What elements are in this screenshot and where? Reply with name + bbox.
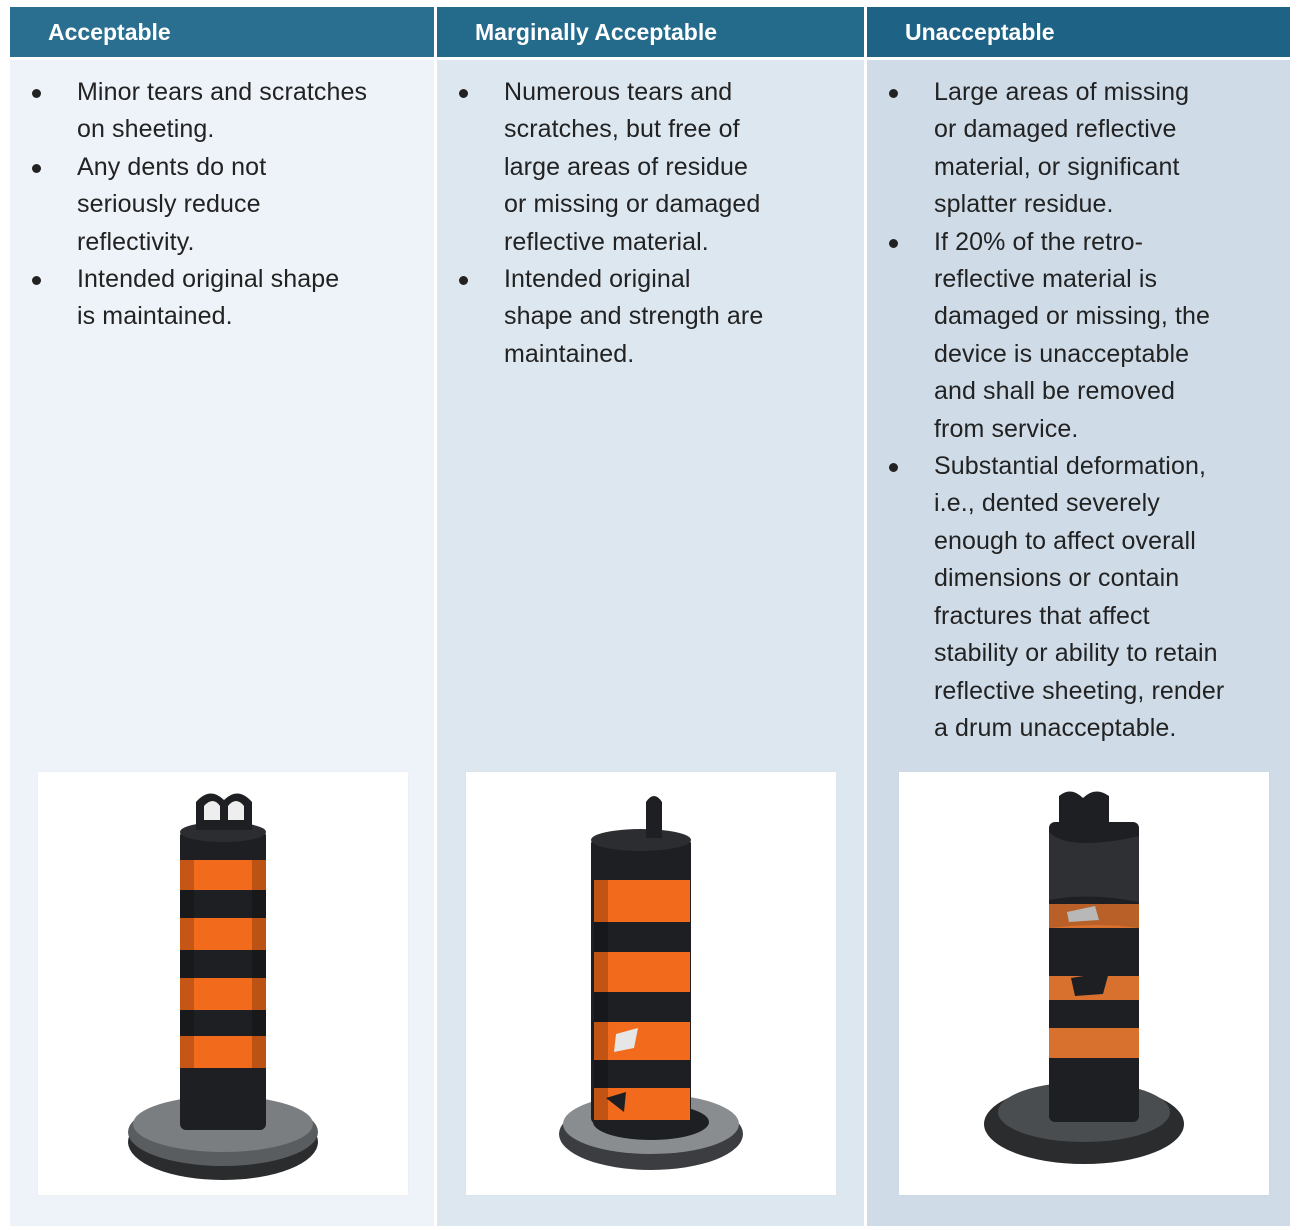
criteria-text: Minor tears and scratches on sheeting. <box>77 78 368 144</box>
criteria-text: If 20% of the retro- reflective material is damaged or missing, the device is unacceptable and shall be removed from service. <box>934 227 1211 443</box>
list-item <box>459 261 763 373</box>
criteria-list <box>459 74 763 373</box>
drum-photo-marginally-acceptable <box>466 772 836 1195</box>
header-label: Acceptable <box>48 19 171 45</box>
header-unacceptable <box>867 7 1290 57</box>
criteria-list <box>889 74 1224 747</box>
list-item <box>889 224 1224 448</box>
drum-photo-unacceptable <box>899 772 1269 1195</box>
column-acceptable <box>10 60 434 1226</box>
criteria-text: Intended original shape is maintained. <box>77 265 340 331</box>
drum-photo-acceptable <box>38 772 408 1195</box>
column-marginally-acceptable <box>437 60 864 1226</box>
criteria-text: Intended original shape and strength are maintained. <box>504 265 764 368</box>
bullet-icon <box>889 239 898 248</box>
drum-marginal-image <box>466 772 836 1195</box>
criteria-text: Any dents do not seriously reduce reflectivity. <box>77 152 267 256</box>
list-item <box>32 74 367 149</box>
list-item <box>889 74 1224 224</box>
list-item <box>32 261 367 336</box>
bullet-icon <box>32 89 41 98</box>
list-item <box>889 448 1224 747</box>
bullet-icon <box>459 276 468 285</box>
bullet-icon <box>32 276 41 285</box>
bullet-icon <box>32 164 41 173</box>
header-label: Unacceptable <box>905 19 1055 45</box>
criteria-text: Large areas of missing or damaged reflective material, or significant splatter residue. <box>934 78 1190 219</box>
column-unacceptable <box>867 60 1290 1226</box>
list-item <box>32 149 367 261</box>
criteria-text: Substantial deformation, i.e., dented severely enough to affect overall dimensions or contain fractures that affect stability or ability to retain reflective sheeting, render a drum unacceptable. <box>934 452 1225 742</box>
bullet-icon <box>459 89 468 98</box>
header-acceptable <box>10 7 434 57</box>
bullet-icon <box>889 89 898 98</box>
drum-acceptable-image <box>38 772 408 1195</box>
list-item <box>459 74 763 261</box>
criteria-list <box>32 74 367 336</box>
drum-unacceptable-image <box>899 772 1269 1195</box>
header-label: Marginally Acceptable <box>475 19 718 45</box>
criteria-text: Numerous tears and scratches, but free of large areas of residue or missing or damaged reflective material. <box>504 78 761 256</box>
bullet-icon <box>889 463 898 472</box>
header-marginally-acceptable <box>437 7 864 57</box>
